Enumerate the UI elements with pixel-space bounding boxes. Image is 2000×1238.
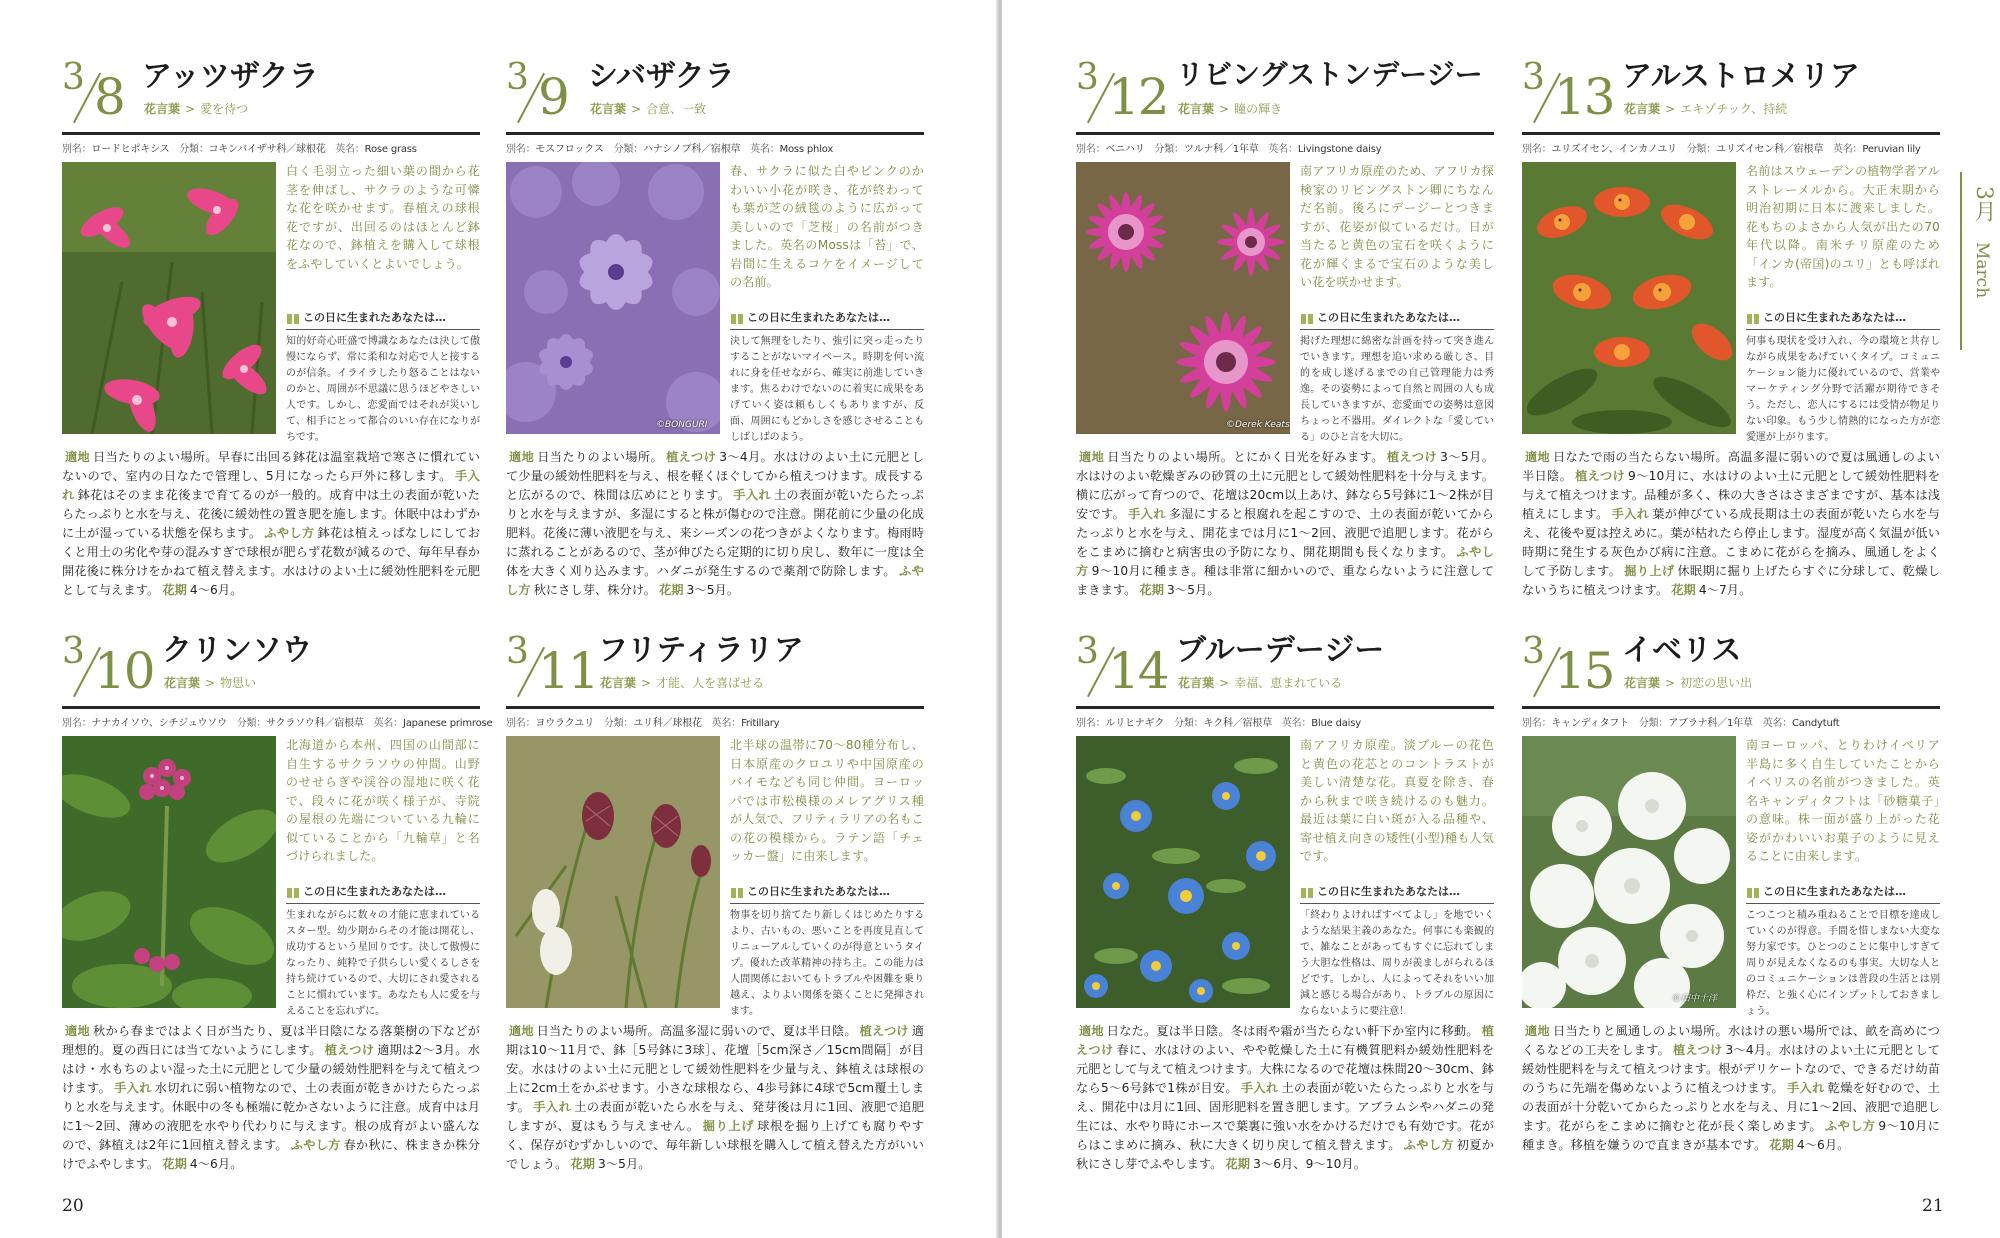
meta-betsumei: ユリズイセン、インカノユリ xyxy=(1551,144,1677,155)
hanakotoba-label: 花言葉 xyxy=(144,102,181,116)
entry-header xyxy=(1076,57,1494,155)
livingstone-daisy-image xyxy=(1076,162,1290,434)
description: 名前はスウェーデンの植物学者アルストレーメルから。大正末期から明治初期に日本に渡来しました。花もちのよさから人気が出たの70年代以降。南米チリ原産のため「インカ(帝国)のユリ」とも呼ばれます。 xyxy=(1746,164,1941,289)
hanakotoba-text: 愛を待つ xyxy=(200,102,249,116)
date-day: 9 xyxy=(538,68,568,126)
date-month: 3 xyxy=(1076,631,1099,672)
care-key-uetsuke: 植えつけ xyxy=(1673,1043,1723,1057)
care-key-fuyashikata: ふやし方 xyxy=(506,564,924,597)
meta-line: 別名：ロードヒポキシス 分類：コキンバイザサ科／球根花 英名：Rose grass xyxy=(62,144,417,155)
meta-bunrui: サクラソウ科／宿根草 xyxy=(266,718,364,729)
care-key-uetsuke: 植えつけ xyxy=(1575,469,1625,483)
care-key-tekichi: 適地 xyxy=(1079,450,1105,464)
care-hanaki: 3〜6月、9〜10月。 xyxy=(1253,1157,1367,1171)
flower-name: クリンソウ xyxy=(162,633,312,668)
care-key-hanaki: 花期 xyxy=(1225,1157,1251,1171)
photo-credit: ©BONGURI xyxy=(656,420,708,430)
care-teire: 水切れに弱い植物なので、土の表面が乾きかけたらたっぷりと水を与えます。休眠中の冬も極端に乾かさないように注意。成育中は月に1〜2回、薄めの液肥を水やり代わりに与えます。根の成育がよい盛んなので、鉢植えは2年に1回植え替えます。 xyxy=(62,1081,480,1152)
arrow-icon: > xyxy=(185,102,196,116)
fritillary-image xyxy=(506,736,720,1008)
birthday-box xyxy=(286,308,480,446)
entry-header xyxy=(62,631,493,729)
birthday-box xyxy=(730,308,924,446)
birthday-text: 掲げた理想に綿密な計画を持って突き進んでいきます。理想を追い求める厳しさ、目的を成し遂げるまでの自己管理能力は秀逸。その姿勢によって自然と周囲の人も成長していきますが、恋愛面での姿勢は意図ちょっと不器用。ダイレクトな「愛している」のひと言を大切に。 xyxy=(1300,336,1494,443)
meta-bunrui: ツルナ科／1年草 xyxy=(1183,144,1259,155)
entry-header xyxy=(506,57,924,155)
hanakotoba xyxy=(144,100,248,117)
birthday-box xyxy=(730,882,924,1020)
date-day: 15 xyxy=(1554,642,1614,700)
hanakotoba-text: エキゾチック、持続 xyxy=(1680,102,1788,116)
care-key-fuyashikata: ふやし方 xyxy=(264,526,315,540)
care-text xyxy=(506,1022,924,1174)
birthday-heading xyxy=(730,308,924,326)
birthday-heading-text: この日に生まれたあなたは… xyxy=(303,885,446,898)
primrose-image xyxy=(62,736,276,1008)
care-key-teire: 手入れ xyxy=(62,469,481,502)
birthday-heading xyxy=(1746,308,1940,326)
photo-credit: ©Derek Keats xyxy=(1226,420,1290,430)
date-day: 11 xyxy=(538,642,598,700)
care-uetsuke: 3〜4月。水はけのよい土に元肥として少量の緩効性肥料を与え、根を軽くほぐしてから植えつけます。成長すると広がるので、株間は広めにとります。 xyxy=(506,450,925,502)
description: 南ヨーロッパ、とりわけイベリア半島に多く自生していたことからイベリスの名前がつきました。英名キャンディタフトは「砂糖菓子」の意味。株一面が盛り上がった花姿がかわいいお菓子のように見えることに由来します。 xyxy=(1746,738,1940,863)
meta-bunrui: ユリズイセン科／宿根草 xyxy=(1716,144,1824,155)
side-tab-english: March xyxy=(1972,242,1992,299)
care-key-tekichi: 適地 xyxy=(1525,450,1550,464)
care-key-tekichi: 適地 xyxy=(1525,1024,1550,1038)
meta-line: 別名：キャンディタフト 分類：アブラナ科／1年草 英名：Candytuft xyxy=(1522,718,1840,729)
birthday-rule xyxy=(286,903,480,904)
left-page xyxy=(0,0,998,1238)
header-rule xyxy=(1522,132,1940,135)
header-rule xyxy=(1522,706,1940,709)
meta-line: 別名：モスフロックス 分類：ハナシノブ科／宿根草 英名：Moss phlox xyxy=(506,144,834,155)
side-tab-month: 3月 xyxy=(1971,186,1996,222)
entry-3-13 xyxy=(1522,57,1941,622)
meta-betsumei: ナナカイソウ、シチジュウソウ xyxy=(91,718,227,729)
birthday-rule xyxy=(1300,903,1494,904)
birthday-heading xyxy=(1300,308,1494,326)
care-text xyxy=(1076,1022,1494,1174)
hanakotoba-text: 才能、人を喜ばせる xyxy=(656,676,765,690)
description: 南アフリカ原産。淡ブルーの花色と黄色の花芯とのコントラストが美しい清楚な花。真夏を除き、春から秋まで咲き続けるのも魅力。最近は葉に白い斑が入る品種や、寄せ植え向きの矮性(小型)種も人気です。 xyxy=(1300,738,1494,863)
meta-eimei: Japanese primrose xyxy=(402,718,493,729)
care-key-tekichi: 適地 xyxy=(509,450,535,464)
date-month: 3 xyxy=(1522,57,1545,98)
birthday-box xyxy=(1300,882,1494,1020)
date-month: 3 xyxy=(62,57,85,98)
entry-date xyxy=(506,631,606,700)
description: 北海道から本州、四国の山間部に自生するサクラソウの仲間。山野のせせらぎや渓谷の湿地に咲く花で、段々に花が咲く様子が、寺院の屋根の先端についている九輪に似ていることから「九輪草」と名づけられました。 xyxy=(286,738,480,863)
flower-photo xyxy=(62,736,276,1008)
birthday-heading xyxy=(1300,882,1494,900)
care-teire: 葉が伸びている成長期は土の表面が乾いたら水を与え、花後や夏は控えめに。葉が枯れたら停止します。湿度が高く気温が低い時期に発生する灰色かび病に注意。こまめに花がらを摘み、風通しをよくして予防します。 xyxy=(1522,507,1940,578)
care-text xyxy=(62,448,480,600)
description: 春、サクラに似た白やピンクのかわいい小花が咲き、花が終わっても葉が芝の絨毯のように広がって美しいので「芝桜」の名前がつきました。英名のMossは「苔」で、岩間に生えるコケをイメージしての名前。 xyxy=(730,164,924,289)
flower-name: フリティラリア xyxy=(598,633,804,668)
flower-photo xyxy=(1076,736,1290,1008)
care-key-teire: 手入れ xyxy=(1611,507,1650,521)
care-key-hanaki: 花期 xyxy=(162,583,187,597)
entry-date xyxy=(1076,57,1176,126)
meta-betsumei: ベニハリ xyxy=(1105,144,1145,155)
birthday-heading xyxy=(286,308,480,326)
birthday-text: 決して無理をしたり、強引に突っ走ったりすることがないマイペース。時期を何い流れに身を任せながら、確実に前進していきます。焦るわけでないのに着実に成果をあげていく姿は頼もしくもありますが、反面、周囲にもどかしさを感じさせることもしばしばのよう。 xyxy=(730,336,924,443)
care-key-uetsuke: 植えつけ xyxy=(1076,1024,1494,1057)
care-key-teire: 手入れ xyxy=(114,1081,152,1095)
entry-header xyxy=(62,57,480,155)
date-day: 12 xyxy=(1108,68,1168,126)
white-iberis-image xyxy=(1522,736,1736,1008)
header-rule xyxy=(1076,706,1494,709)
birthday-heading-text: この日に生まれたあなたは… xyxy=(747,311,890,324)
hanakotoba xyxy=(1624,100,1787,117)
purple-moss-phlox-image xyxy=(506,162,720,434)
care-teire: 多湿にすると根腐れを起こすので、土の表面が乾いてからたっぷりと水を与え、開花までは月に1〜2回、液肥で追肥します。花がらをこまめに摘むと病害虫の予防になり、開花期間も長くなります。 xyxy=(1076,507,1494,559)
care-text xyxy=(1076,448,1494,600)
birthday-rule xyxy=(1300,329,1494,330)
birthday-rule xyxy=(730,329,924,330)
pink-rhodohypoxis-image xyxy=(62,162,276,434)
date-month: 3 xyxy=(506,57,529,98)
flower-photo xyxy=(1522,162,1736,434)
date-day: 14 xyxy=(1108,642,1168,700)
hanakotoba-label: 花言葉 xyxy=(1624,676,1661,690)
meta-line: 別名：ユリズイセン、インカノユリ 分類：ユリズイセン科／宿根草 英名：Peruvian lily xyxy=(1522,144,1921,155)
care-fuyashikata: 初夏か秋にさし芽でふやします。 xyxy=(1076,1138,1494,1171)
meta-line: 別名：ヨウラクユリ 分類：ユリ科／球根花 英名：Fritillary xyxy=(506,718,780,729)
hanakotoba-label: 花言葉 xyxy=(590,102,627,116)
meta-betsumei: ルリヒナギク xyxy=(1105,718,1165,729)
care-fuyashikata: 鉢花は植えっぱなしにしておくと用土の劣化や芽の混みすぎで球根が肥らず花数が減るので、毎年早春か開花後に株分けをかねて植え替えます。水はけのよい土に緩効性肥料を元肥として与えます。 xyxy=(62,526,480,597)
hanakotoba-label: 花言葉 xyxy=(600,676,637,690)
care-key-teire: 手入れ xyxy=(733,488,771,502)
gift-icon xyxy=(286,310,300,324)
care-hanaki: 4〜6月。 xyxy=(189,583,243,597)
care-key-uetsuke: 植えつけ xyxy=(666,450,717,464)
birthday-text: 生まれながらに数々の才能に恵まれているスター型。幼少期からその才能は開花し、成功するという星回りです。決して傲慢になったり、純粋で子供らしい愛くるしさを持ち続けているので、大切にされ愛されることに慣れています。あなたも人に愛を与えることを忘れずに。 xyxy=(286,910,480,1017)
flower-name: アルストロメリア xyxy=(1622,59,1860,94)
care-horiage: 球根を掘り上げても腐りやすく、保存がむずかしいので、毎年新しい球根を購入して植え替えた方がいいでしょう。 xyxy=(506,1119,924,1171)
date-day: 13 xyxy=(1554,68,1614,126)
care-text xyxy=(1522,448,1940,600)
care-teire: 乾燥を好むので、土の表面が十分乾いてからたっぷりと水を与え、月に1〜2回、液肥で追肥します。花がらをこまめに摘むと花が長く楽しめます。 xyxy=(1522,1081,1940,1133)
arrow-icon: > xyxy=(1665,102,1676,116)
meta-eimei: Blue daisy xyxy=(1311,718,1361,729)
date-month: 3 xyxy=(506,631,529,672)
care-uetsuke: 適期は10〜11月で、鉢［5号鉢に3球］、花壇［5cm深さ／15cm間隔］が目安。水はけのよい土に元肥として緩効性肥料を少量与え、鉢植えは球根の上に2cm土をかぶせます。小さな球根なら、4歩号鉢に4球で5cm覆土します。 xyxy=(506,1024,924,1114)
gift-icon xyxy=(1300,310,1314,324)
birthday-text: 物事を切り捨てたり新しくはじめたりするより、古いもの、悪いことを再度見直してリニューアルしていくのが得意というタイプ。優れた改革精神の持ち主。この能力は人間関係においてもトラブルや困難を乗り越え、よりよい関係を築くことに発揮されます。 xyxy=(730,910,924,1017)
birthday-text: こつこつと積み重ねることで目標を達成していくのが得意。手間を惜しまない大変な努力家です。ひとつのことに集中しすぎて周りが見えなくなるのも事実。大切な人とのコミュニケーションは普段の生活とは別枠だ、と強く心にインプットしておきましょう。 xyxy=(1746,910,1940,1017)
birthday-box xyxy=(1300,308,1494,446)
birthday-box xyxy=(1746,882,1940,1020)
flower-photo xyxy=(1522,736,1736,1008)
gift-icon xyxy=(286,884,300,898)
care-tekichi: 日当たりのよい場所。 xyxy=(537,450,664,464)
meta-eimei: Livingstone daisy xyxy=(1297,144,1382,155)
care-key-fuyashikata: ふやし方 xyxy=(290,1138,341,1152)
birthday-heading-text: この日に生まれたあなたは… xyxy=(1763,311,1906,324)
care-key-fuyashikata: ふやし方 xyxy=(1076,545,1494,578)
header-rule xyxy=(1076,132,1494,135)
entry-date xyxy=(1076,631,1176,700)
care-tekichi: 日当たりのよい場所。とにかく日光を好みます。 xyxy=(1107,450,1384,464)
description: 南アフリカ原産のため、アフリカ探検家のリビングストン卿にちなんだ名前。後ろにデージーとつきますが、花姿が似ているだけ。日が当たると黄色の宝石を咲くように花が輝くまるで宝石のような美しい花を咲かせます。 xyxy=(1300,164,1494,289)
meta-eimei: Candytuft xyxy=(1792,718,1840,729)
birthday-rule xyxy=(730,903,924,904)
care-tekichi: 日なた。夏は半日陰。冬は雨や霜が当たらない軒下か室内に移動。 xyxy=(1106,1024,1479,1038)
care-key-fuyashikata: ふやし方 xyxy=(1825,1119,1876,1133)
flower-name: シバザクラ xyxy=(588,59,735,94)
hanakotoba-text: 合意、一致 xyxy=(646,102,707,116)
meta-line: 別名：ナナカイソウ、シチジュウソウ 分類：サクラソウ科／宿根草 英名：Japanese primrose xyxy=(62,718,493,729)
care-uetsuke: 9〜10月に、水はけのよい土に元肥として緩効性肥料を与えて植えつけます。品種が多く、株の大きさはさまざまですが、基本は浅植えにします。 xyxy=(1522,469,1940,521)
flower-name: ブルーデージー xyxy=(1176,633,1385,668)
care-key-tekichi: 適地 xyxy=(65,450,90,464)
hanakotoba-label: 花言葉 xyxy=(1178,676,1215,690)
entry-3-15 xyxy=(1522,631,1941,1196)
entry-header xyxy=(1522,57,1940,155)
care-tekichi: 日当たりのよい場所。早春に出回る鉢花は温室栽培で寒さに慣れていないので、室内の日なたで管理し、5月になったら戸外に移します。 xyxy=(62,450,480,483)
gift-icon xyxy=(1300,884,1314,898)
care-key-teire: 手入れ xyxy=(533,1100,572,1114)
care-fuyashikata: 春か秋に、株まきか株分けでふやします。 xyxy=(62,1138,480,1171)
birthday-heading xyxy=(286,882,480,900)
hanakotoba-label: 花言葉 xyxy=(1624,102,1661,116)
gift-icon xyxy=(730,884,744,898)
right-page xyxy=(1002,0,2000,1238)
flower-name: イベリス xyxy=(1622,633,1742,668)
care-key-hanaki: 花期 xyxy=(1139,583,1165,597)
hanakotoba xyxy=(164,674,256,691)
gift-icon xyxy=(1746,310,1760,324)
gift-icon xyxy=(730,310,744,324)
header-rule xyxy=(62,132,480,135)
flower-photo xyxy=(506,736,720,1008)
date-month: 3 xyxy=(1522,631,1545,672)
date-day: 10 xyxy=(94,642,154,700)
care-hanaki: 4〜6月。 xyxy=(189,1157,243,1171)
care-hanaki: 4〜7月。 xyxy=(1698,583,1752,597)
birthday-text: 知的好奇心旺盛で博識なあなたは決して傲慢にならず、常に柔和な対応で人と接するのが信条。イライラしたり怒ることはないのかと、周囲が不思議に思うほどやさしい人です。しかし、恋愛面ではそれが災いして、相手にとって都合のいい存在になりがちです。 xyxy=(286,336,480,443)
header-rule xyxy=(506,706,924,709)
care-key-tekichi: 適地 xyxy=(65,1024,90,1038)
hanakotoba-text: 物思い xyxy=(220,676,257,690)
meta-bunrui: コキンバイザサ科／球根花 xyxy=(208,144,326,155)
arrow-icon: > xyxy=(1219,102,1230,116)
date-month: 3 xyxy=(1076,57,1099,98)
care-key-uetsuke: 植えつけ xyxy=(859,1024,909,1038)
meta-betsumei: キャンディタフト xyxy=(1551,718,1630,729)
meta-bunrui: キク科／宿根草 xyxy=(1203,718,1273,729)
entry-header xyxy=(1522,631,1940,729)
care-key-uetsuke: 植えつけ xyxy=(324,1043,375,1057)
birthday-heading-text: この日に生まれたあなたは… xyxy=(1317,885,1460,898)
birthday-box xyxy=(286,882,480,1020)
care-key-uetsuke: 植えつけ xyxy=(1386,450,1438,464)
care-key-hanaki: 花期 xyxy=(570,1157,596,1171)
care-text xyxy=(62,1022,480,1174)
hanakotoba xyxy=(600,674,764,691)
date-day: 8 xyxy=(94,68,124,126)
birthday-text: 何事も現状を受け入れ、今の環境と共存しながら成果をあげていくタイプ。コミュニケーション能力に優れているので、営業やマーケティング分野で活躍が期待できそう。ただし、恋人にするには受情が物足りない印象。もう少し情熱的になった方が恋愛運が上がります。 xyxy=(1746,336,1940,443)
month-side-tab xyxy=(1960,172,2000,350)
hanakotoba-text: 瞳の輝き xyxy=(1234,102,1283,116)
birthday-heading-text: この日に生まれたあなたは… xyxy=(1763,885,1906,898)
care-key-teire: 手入れ xyxy=(1128,507,1166,521)
entry-date xyxy=(1522,57,1622,126)
hanakotoba-label: 花言葉 xyxy=(164,676,201,690)
entry-date xyxy=(1522,631,1622,700)
meta-betsumei: モスフロックス xyxy=(535,144,604,155)
care-hanaki: 4〜6月。 xyxy=(1796,1138,1850,1152)
care-tekichi: 日なたで雨の当たらない場所。高温多湿に弱いので夏は風通しのよい半日陰。 xyxy=(1522,450,1940,483)
birthday-rule xyxy=(1746,903,1940,904)
care-key-tekichi: 適地 xyxy=(1079,1024,1104,1038)
entry-3-11 xyxy=(506,631,924,1196)
meta-eimei: Fritillary xyxy=(741,718,780,729)
meta-eimei: Moss phlox xyxy=(779,144,834,155)
entry-3-10 xyxy=(62,631,493,1196)
birthday-rule xyxy=(286,329,480,330)
care-text xyxy=(506,448,924,600)
entry-3-14 xyxy=(1076,631,1495,1196)
meta-eimei: Rose grass xyxy=(364,144,417,155)
date-month: 3 xyxy=(62,631,85,672)
page-number-left: 20 xyxy=(62,1196,84,1216)
hanakotoba-text: 幸福、恵まれている xyxy=(1234,676,1343,690)
entry-header xyxy=(1076,631,1494,729)
care-text xyxy=(1522,1022,1940,1155)
entry-date xyxy=(62,631,162,700)
entry-3-12 xyxy=(1076,57,1495,622)
care-fuyashikata: 9〜10月に種まき。移植を嫌うので直まきが基本です。 xyxy=(1522,1119,1940,1152)
care-key-horiage: 掘り上げ xyxy=(1624,564,1675,578)
header-rule xyxy=(62,706,480,709)
flower-photo xyxy=(506,162,720,434)
page-number-right: 21 xyxy=(1922,1196,1944,1216)
care-key-teire: 手入れ xyxy=(1787,1081,1825,1095)
arrow-icon: > xyxy=(1219,676,1230,690)
care-tekichi: 秋から春まではよく日が当たり、夏は半日陰になる落葉樹の下などが理想的。夏の西日には当てないようにします。 xyxy=(62,1024,480,1057)
hanakotoba xyxy=(1624,674,1752,691)
care-key-horiage: 掘り上げ xyxy=(702,1119,755,1133)
flower-photo xyxy=(1076,162,1290,434)
care-tekichi: 日当たりと風通しのよい場所。水はけの悪い場所では、畝を高めにつくるなどの工夫をします。 xyxy=(1522,1024,1940,1057)
arrow-icon: > xyxy=(641,676,652,690)
care-key-fuyashikata: ふやし方 xyxy=(1403,1138,1454,1152)
birthday-heading-text: この日に生まれたあなたは… xyxy=(747,885,890,898)
meta-line: 別名：ルリヒナギク 分類：キク科／宿根草 英名：Blue daisy xyxy=(1076,718,1361,729)
care-tekichi: 日当たりのよい場所。高温多湿に弱いので、夏は半日陰。 xyxy=(536,1024,857,1038)
description: 北半球の温帯に70〜80種分布し、日本原産のクロユリや中国原産のバイモなども同じ仲間。ヨーロッパでは市松模様のメレアグリス種が人気で、フリティラリアの名もこの花の模様から。ラテン語「チェッカー盤」に由来します。 xyxy=(730,738,924,863)
care-key-hanaki: 花期 xyxy=(658,583,684,597)
care-hanaki: 3〜5月。 xyxy=(1167,583,1220,597)
care-horiage: 休眠期に掘り上げたらすぐに分球して、乾燥しないうちに植えつけます。 xyxy=(1522,564,1941,597)
care-key-hanaki: 花期 xyxy=(1671,583,1696,597)
gift-icon xyxy=(1746,884,1760,898)
hanakotoba xyxy=(1178,674,1342,691)
care-key-hanaki: 花期 xyxy=(162,1157,187,1171)
meta-line: 別名：ベニハリ 分類：ツルナ科／1年草 英名：Livingstone daisy xyxy=(1076,144,1382,155)
care-uetsuke: 3〜4月。水はけのよい土に元肥として緩効性肥料を与えて植えつけます。根がデリケートなので、できるだけ幼苗のうちに先端を傷めないように植えつけます。 xyxy=(1522,1043,1941,1095)
meta-bunrui: ユリ科／球根花 xyxy=(633,718,702,729)
photo-credit: ©田中十洋 xyxy=(1672,994,1718,1004)
hanakotoba-text: 初恋の思い出 xyxy=(1680,676,1753,690)
birthday-rule xyxy=(1746,329,1940,330)
hanakotoba xyxy=(590,100,706,117)
care-fuyashikata: 9〜10月に種まき。種は非常に細かいので、重ならないように注意してまきます。 xyxy=(1076,564,1494,597)
care-hanaki: 3〜5月。 xyxy=(686,583,740,597)
care-teire: 土の表面が乾いたら水を与え、発芽後は月に1回、液肥で追肥しますが、夏はもう与えません。 xyxy=(506,1100,924,1133)
meta-bunrui: アブラナ科／1年草 xyxy=(1668,718,1753,729)
birthday-heading xyxy=(730,882,924,900)
blue-daisy-image xyxy=(1076,736,1290,1008)
meta-betsumei: ロードヒポキシス xyxy=(91,144,170,155)
care-hanaki: 3〜5月。 xyxy=(598,1157,651,1171)
arrow-icon: > xyxy=(631,102,642,116)
flower-name: リビングストンデージー xyxy=(1176,58,1483,91)
description: 白く毛羽立った細い葉の間から花茎を伸ばし、サクラのような可憐な花を咲かせます。春植えの球根花ですが、出回るのはほとんど鉢花なので、鉢植えを購入して球根をふやしていくとよいでしょう。 xyxy=(286,164,480,271)
meta-eimei: Peruvian lily xyxy=(1862,144,1921,155)
care-key-teire: 手入れ xyxy=(1240,1081,1279,1095)
care-key-hanaki: 花期 xyxy=(1769,1138,1794,1152)
arrow-icon: > xyxy=(1665,676,1676,690)
entry-3-9 xyxy=(506,57,925,622)
hanakotoba xyxy=(1178,100,1282,117)
care-uetsuke: 3〜5月。水はけのよい乾燥ぎみの砂質の土に元肥として緩効性肥料を十分与えます。横に広がって育つので、花壇は20cm以上あけ、鉢なら5号鉢に1〜2株が目安です。 xyxy=(1076,450,1495,521)
hanakotoba-label: 花言葉 xyxy=(1178,102,1215,116)
meta-betsumei: ヨウラクユリ xyxy=(535,718,595,729)
care-uetsuke: 適期は2〜3月。水はけ・水もちのよい湿った土に元肥として少量の緩効性肥料を与えて植えつけます。 xyxy=(62,1043,480,1095)
header-rule xyxy=(506,132,924,135)
care-uetsuke: 春に、水はけのよい、やや乾燥した土に有機質肥料か緩効性肥料を元肥として与えて植えつけます。大株になるので花壇は株間20〜30cm、鉢なら5〜6号鉢で1株が目安。 xyxy=(1076,1043,1495,1095)
care-fuyashikata: 秋にさし芽、株分け。 xyxy=(533,583,656,597)
flower-photo xyxy=(62,162,276,434)
birthday-heading-text: この日に生まれたあなたは… xyxy=(303,311,446,324)
birthday-heading xyxy=(1746,882,1940,900)
alstroemeria-image xyxy=(1522,162,1736,434)
meta-bunrui: ハナシノブ科／宿根草 xyxy=(642,144,741,155)
care-key-tekichi: 適地 xyxy=(509,1024,534,1038)
flower-name: アッツザクラ xyxy=(142,59,319,94)
entry-header xyxy=(506,631,924,729)
entry-3-8 xyxy=(62,57,481,622)
birthday-box xyxy=(1746,308,1940,446)
birthday-heading-text: この日に生まれたあなたは… xyxy=(1317,311,1460,324)
care-teire: 土の表面が乾いたらたっぷりと水を与えますが、多湿にすると株が傷むので注意。開花前に少量の化成肥料。花後に薄い液肥を与え、来シーズンの花つきがよくなります。梅雨時に蒸れることがあるので、茎が伸びたら定期的に切り戻し、数年に一度は全体を大きく刈り込みます。ハダニが発生するので薬剤で防除します。 xyxy=(506,488,924,578)
arrow-icon: > xyxy=(205,676,216,690)
care-teire: 鉢花はそのまま花後まで育てるのが一般的。成育中は土の表面が乾いたらたっぷりと水を与え、花後に緩効性の置き肥を施します。休眠中はわずかに土が湿っている状態を保ちます。 xyxy=(62,488,480,540)
birthday-text: 「終わりよければすべてよし」を地でいくような結果主義のあなた。何事にも楽観的で、雑なことがあってもすぐに忘れてしまう大胆な性格は、周りが羨ましがられるほどです。しかし、人によってそれをいい加減と感じる場合があり、トラブルの原因にならないように要注意！ xyxy=(1300,910,1494,1017)
care-teire: 土の表面が乾いたらたっぷりと水を与え、開花中は月に1回、固形肥料を置き肥します。アブラムシやハダニの発生には、水やり時にホースで葉裏に強い水をかけるだけでも有効です。花がらはこまめに摘み、秋に大きく切り戻して植え替えます。 xyxy=(1076,1081,1494,1152)
